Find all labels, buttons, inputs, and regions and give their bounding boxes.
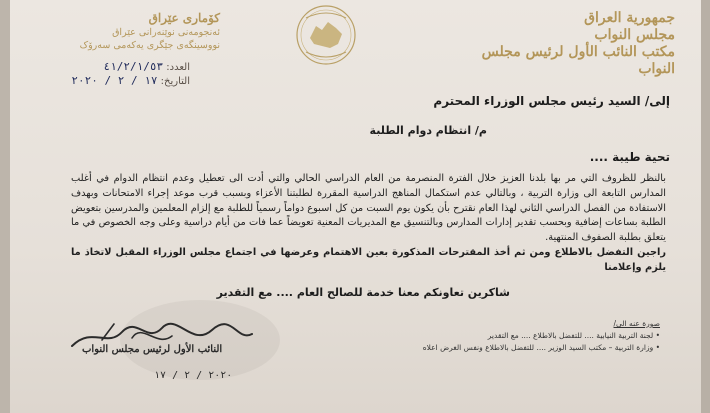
addressee: إلى/ السيد رئيس مجلس الوزراء المحترم: [433, 94, 670, 108]
letterhead-line-3: مكتب النائب الأول لرئيس مجلس النواب: [481, 44, 675, 77]
signature-block: [62, 318, 262, 393]
date-value: ١٧ / ٢ / ٢٠٢٠: [71, 74, 158, 87]
copies-title: صورة عنه الى/: [613, 319, 660, 328]
iraq-emblem-icon: [292, 4, 360, 66]
body-paragraph-1: بالنظر للظروف التي مر بها بلدنا العزيز خلال الفترة المنصرمة من العام الدراسي الحالي والتي أدت الى تعطيل وعدم انتظام الدوام في أغلب المدارس التابعة الى وزارة التربية ، وبالتالي عدم استكمال المناهج الدراسية المقررة لطلبتنا الأعزاء وبسبب قرب موعد إجراء الامتحانات وبهدف الاستفادة من الفصل الدراسي الثاني لهذا العام نقترح بأن يكون يوم السبت من كل اسبوع دواماً رسمياً للطلبة مع إلزام المعلمين والمدرسين بتعويض الطلبة بساعات إضافية وبحسب تقدير إدارات المدارس وبالتنسيق مع المديريات المعنية تعويضاً عما فات من أيام دراسية وعلى وجه الخصوص في ما يتعلق بطلبة الصفوف المنتهية.: [71, 173, 666, 244]
subject: م/ انتظام دوام الطلبة: [369, 124, 487, 137]
copies-block: [400, 318, 660, 354]
number-value: ٤١/٢/١/٥٣: [103, 60, 164, 73]
body-paragraph-2: راجين التفضل بالاطلاع ومن ثم أخذ المقترحات المذكورة بعين الاهتمام وعرضها في اجتماع مجلس الوزراء المقبل لاتخاذ ما يلزم وإعلامنا: [71, 246, 666, 273]
kurdish-line-2: ئەنجومەنی نوێنەرانی عێراق: [112, 27, 220, 38]
letterhead-line-2: مجلس النواب: [594, 27, 675, 43]
number-label: العدد: [169, 62, 190, 73]
signatory-title: النائب الأول لرئيس مجلس النواب: [82, 344, 223, 355]
reference-date-row: التاريخ: ١٧ / ٢ / ٢٠٢٠: [71, 74, 190, 87]
closing-line: شاكرين تعاونكم معنا خدمة للصالح العام .... مع التقدير: [216, 286, 510, 299]
letterhead-kurdish: [60, 10, 220, 52]
photo-edge-right: [701, 0, 710, 413]
copies-item: • لجنة التربية النيابية .... للتفضل بالاطلاع .... مع التقدير: [487, 331, 660, 340]
letter-body: [71, 172, 666, 276]
kurdish-line-3: نووسینگەی جێگری یەکەمی سەرۆک: [79, 40, 220, 51]
kurdish-line-1: كۆماری عێراق: [148, 11, 220, 25]
greeting: تحية طيبة ....: [589, 150, 670, 164]
reference-number-row: العدد: ٤١/٢/١/٥٣: [103, 60, 190, 73]
date-label: التاريخ: [164, 76, 190, 87]
letterhead-arabic: [475, 10, 675, 78]
letterhead-line-1: جمهورية العراق: [584, 10, 675, 26]
reference-block: [70, 60, 190, 88]
photo-edge-left: [0, 0, 10, 413]
signature-date: ٢٠٢٠ / ٢ / ١٧: [154, 370, 233, 381]
copies-item: • وزارة التربية – مكتب السيد الوزير .... للتفضل بالاطلاع ونفس الغرض اعلاه: [422, 343, 660, 352]
